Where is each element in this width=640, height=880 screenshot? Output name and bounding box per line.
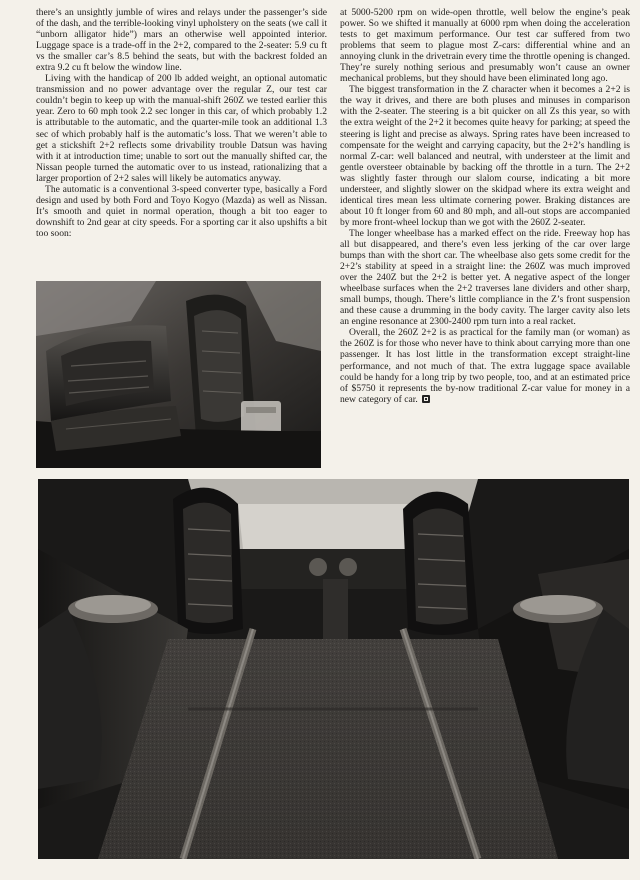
paragraph: there’s an unsightly jumble of wires and relays under the passenger’s side of the dash, and the terrible-looking vinyl upholstery on the seats (we call it “unborn alligator hide”) mars an otherwise well appointed interior. Luggage space is a trade-off in the 2+2, compared to the 2-seater: 5.9 cu ft vs the smaller car’s 8.5 behind the seats, but with the backrest folded an extra 9.2 cu ft below the window line. <box>36 7 327 74</box>
paragraph: Living with the handicap of 200 lb added weight, an optional automatic transmission and no power advantage over the regular Z, our test car couldn’t begin to keep up with the manual-shift 260Z we tested earlier this year. Zero to 60 mph took 2.2 sec longer in this car, of which probably 1.2 is attributable to the automatic, and the quarter-mile took an additional 1.3 sec of which probably half is the automatic’s loss. That we weren’t able to get a stickshift 2+2 reflects some drivability trouble Datsun was having with it at introduction time; unable to sort out the manually shifted car, the Nissan people turned the automatic over to us instead, rationalizing that a larger proportion of 2+2 sales will likely be automatics anyway. <box>36 73 327 184</box>
paragraph: at 5000-5200 rpm on wide-open throttle, well below the engine’s peak power. So we shifted it manually at 6000 rpm when doing the acceleration tests to get maximum performance. Our test car suffered from two problems that seem to plague most Z-cars: differential whine and an annoying clunk in the drivetrain every time the throttle opening is changed. They’re surely nothing serious and presumably won’t cause an owner mechanical problems, but they should have been eliminated long ago. <box>340 7 630 85</box>
end-of-article-icon <box>422 395 430 403</box>
paragraph-text: Overall, the 260Z 2+2 is as practical for the family man (or woman) as the 260Z is for those who never have to think about carrying more than one passenger. It has lost little in the transformation except straight-line performance, and not much of that. The extra luggage space available could be handy for a long trip by two people, too, and at an estimated price of $5750 it represents the by-now traditional Z-car value for money in a new category of car. <box>340 327 630 405</box>
paragraph: The automatic is a conventional 3-speed converter type, basically a Ford design and used by both Ford and Toyo Kogyo (Mazda) as well as Nissan. It’s smooth and quiet in normal operation, though a bit too eager to downshift to 2nd gear at city speeds. For a sporting car it also upshifts a bit too soon: <box>36 183 327 239</box>
rear-seat-photo <box>36 281 321 468</box>
cargo-area-photo <box>38 479 629 859</box>
paragraph-final <box>340 327 630 404</box>
rear-seat-photo-image <box>36 281 321 468</box>
paragraph: The longer wheelbase has a marked effect on the ride. Freeway hop has all but disappeared, and there’s even less jerking of the car over large bumps than with the short car. The wheelbase also gets some credit for the 2+2’s stability at speed in a straight line: the 260Z was much improved over the 240Z but the 2+2 is better yet. A negative aspect of the longer wheelbase surfaces when the 2+2 traverses lane dividers and other sharp, small bumps, though. There’s little compliance in the Z’s front suspension and these cause a drumming in the body cavity. The larger cavity also lets an engine resonance at 2300-2400 rpm turn into a real racket. <box>340 227 630 328</box>
cargo-area-photo-image <box>38 479 629 859</box>
article-left-column <box>36 7 327 239</box>
paragraph: The biggest transformation in the Z character when it becomes a 2+2 is the way it drives, and there are both pluses and minuses in comparison with the 2-seater. The steering is a bit quicker on all Zs this year, so with the extra weight of the 2+2 it becomes quite heavy for parking; at speed the steering is light and precise as always. Spring rates have been increased to compensate for the weight and carrying capacity, but the 2+2’s handling is normal Z-car: well balanced and neutral, with understeer at the limit and gentle oversteer obtainable by backing off the throttle in a turn. The 2+2 was slightly faster through our slalom course, indicating a bit more understeer, and slightly slower on the skidpad where its extra weight and identical tires mean less ultimate cornering power. Braking distances are about 10 ft longer from 60 and 80 mph, and all-out stops are accompanied by more front-wheel lockup than we got with the 260Z 2-seater. <box>340 84 630 228</box>
article-right-column <box>340 7 630 405</box>
